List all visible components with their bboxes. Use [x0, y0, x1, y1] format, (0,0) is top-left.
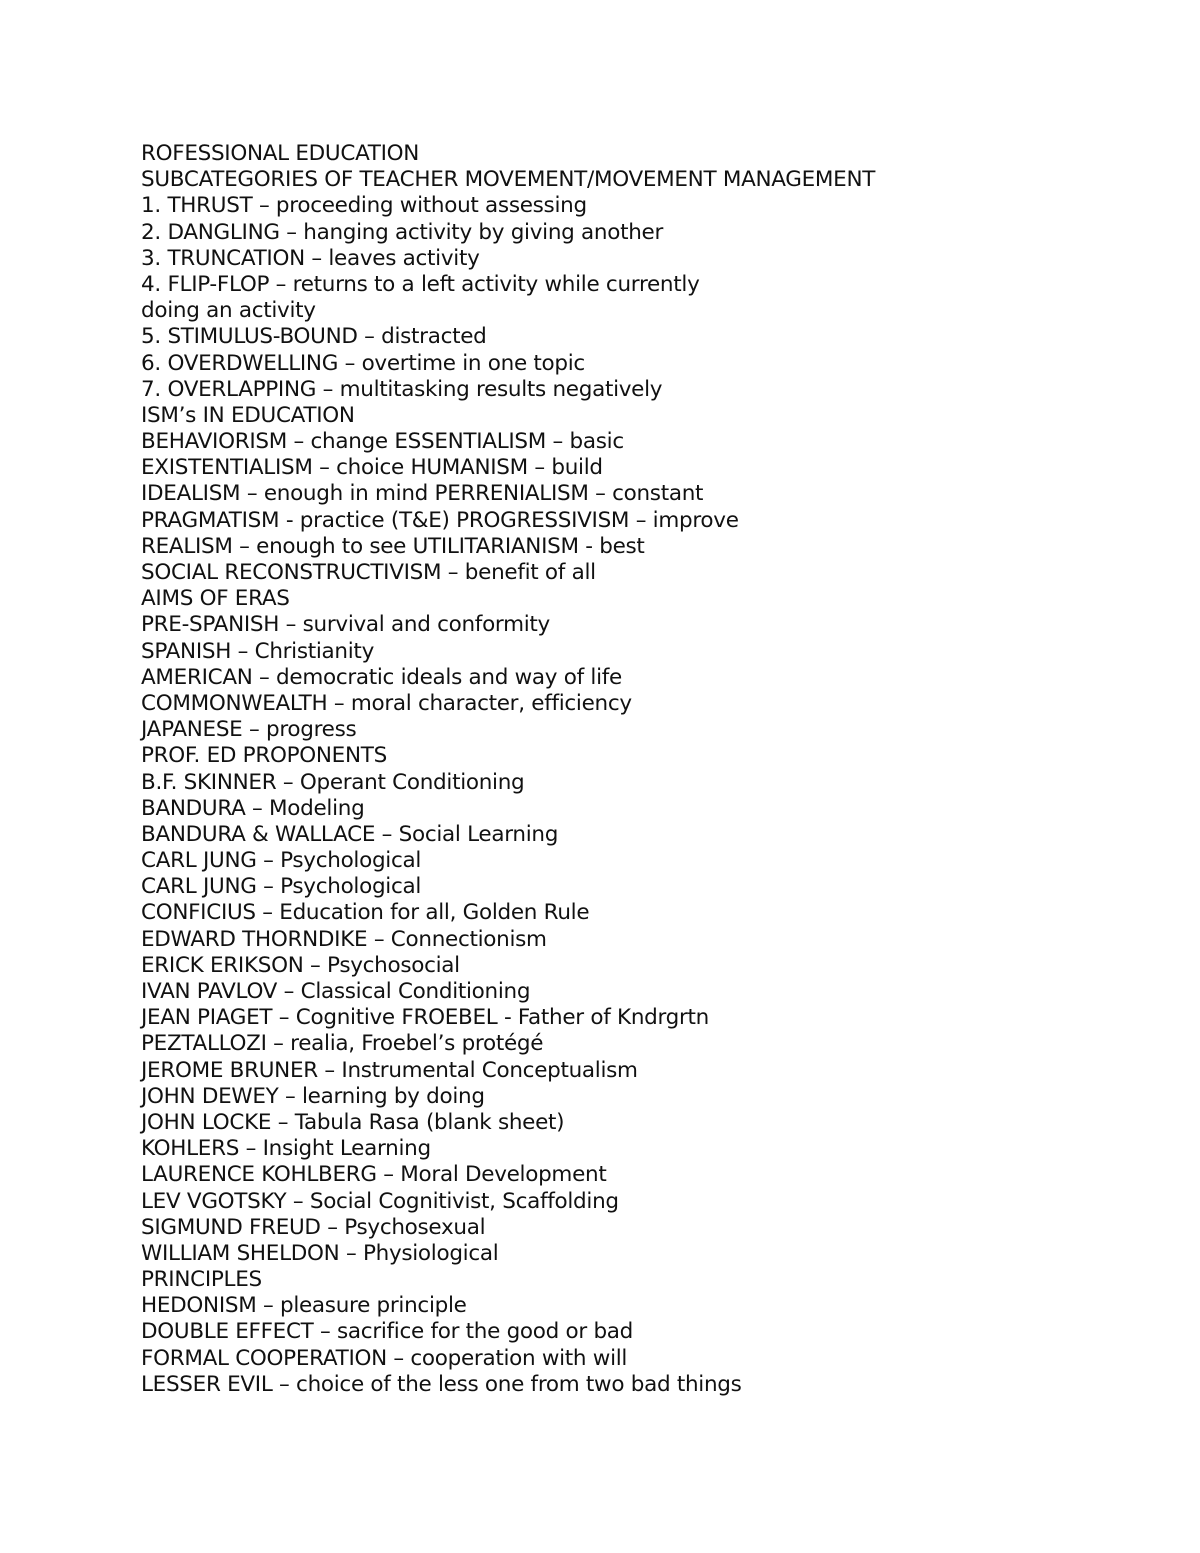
text-line: IVAN PAVLOV – Classical Conditioning [141, 979, 531, 1004]
text-line: KOHLERS – Insight Learning [141, 1136, 431, 1162]
list-item-continuation: doing an activity [141, 298, 316, 324]
text-line: DOUBLE EFFECT – sacrifice for the good or bad [141, 1319, 634, 1345]
text-line: PRE-SPANISH – survival and conformity [141, 612, 550, 638]
text-line: SOCIAL RECONSTRUCTIVISM – benefit of all [141, 560, 596, 585]
text-line: JOHN DEWEY – learning by doing [141, 1083, 485, 1109]
list-item: 6. OVERDWELLING – overtime in one topic [141, 350, 585, 376]
text-line: IDEALISM – enough in mind PERRENIALISM – constant [141, 481, 704, 507]
text-line: COMMONWEALTH – moral character, efficiency [141, 690, 632, 716]
text-line: BEHAVIORISM – change ESSENTIALISM – basic [141, 429, 624, 455]
text-line: EXISTENTIALISM – choice HUMANISM – build [141, 455, 603, 481]
document-title: ROFESSIONAL EDUCATION [141, 141, 420, 166]
text-line: PEZTALLOZI – realia, Froebel’s protégé [141, 1031, 544, 1057]
text-line: FORMAL COOPERATION – cooperation with will [141, 1345, 628, 1371]
text-line: LESSER EVIL – choice of the less one from two bad things [141, 1371, 742, 1397]
document-body [141, 141, 1141, 1398]
list-item: 1. THRUST – proceeding without assessing [141, 193, 587, 219]
text-line: B.F. SKINNER – Operant Conditioning [141, 769, 525, 795]
section-heading-movement: SUBCATEGORIES OF TEACHER MOVEMENT/MOVEMENT MANAGEMENT [141, 167, 876, 193]
text-line: CARL JUNG – Psychological [141, 848, 422, 874]
text-line: REALISM – enough to see UTILITARIANISM - best [141, 533, 645, 559]
text-line: BANDURA & WALLACE – Social Learning [141, 821, 559, 847]
text-line: WILLIAM SHELDON – Physiological [141, 1240, 499, 1266]
text-line: PRAGMATISM - practice (T&E) PROGRESSIVISM – improve [141, 507, 739, 533]
section-heading-eras: AIMS OF ERAS [141, 586, 290, 612]
text-line: AMERICAN – democratic ideals and way of life [141, 664, 622, 690]
list-item: 4. FLIP-FLOP – returns to a left activity while currently [141, 271, 700, 297]
text-line: JEAN PIAGET – Cognitive FROEBEL - Father of Kndrgrtn [141, 1005, 709, 1031]
list-item: 3. TRUNCATION – leaves activity [141, 245, 480, 271]
list-item: 2. DANGLING – hanging activity by giving another [141, 219, 664, 245]
text-line: BANDURA – Modeling [141, 795, 365, 821]
text-line: JAPANESE – progress [141, 717, 357, 743]
text-line: CONFICIUS – Education for all, Golden Rule [141, 900, 590, 926]
section-heading-isms: ISM’s IN EDUCATION [141, 402, 355, 428]
text-line: HEDONISM – pleasure principle [141, 1293, 467, 1319]
section-heading-principles: PRINCIPLES [141, 1267, 262, 1293]
text-line: EDWARD THORNDIKE – Connectionism [141, 926, 547, 952]
list-item: 5. STIMULUS-BOUND – distracted [141, 324, 487, 350]
text-line: CARL JUNG – Psychological [141, 874, 422, 900]
text-line: ERICK ERIKSON – Psychosocial [141, 952, 460, 978]
text-line: JOHN LOCKE – Tabula Rasa (blank sheet) [141, 1109, 565, 1135]
text-line: SIGMUND FREUD – Psychosexual [141, 1214, 486, 1240]
text-line: LEV VGOTSKY – Social Cognitivist, Scaffolding [141, 1188, 619, 1214]
section-heading-proponents: PROF. ED PROPONENTS [141, 743, 387, 769]
text-line: SPANISH – Christianity [141, 638, 374, 664]
text-line: JEROME BRUNER – Instrumental Conceptualism [141, 1057, 638, 1083]
list-item: 7. OVERLAPPING – multitasking results negatively [141, 376, 663, 402]
text-line: LAURENCE KOHLBERG – Moral Development [141, 1162, 607, 1188]
